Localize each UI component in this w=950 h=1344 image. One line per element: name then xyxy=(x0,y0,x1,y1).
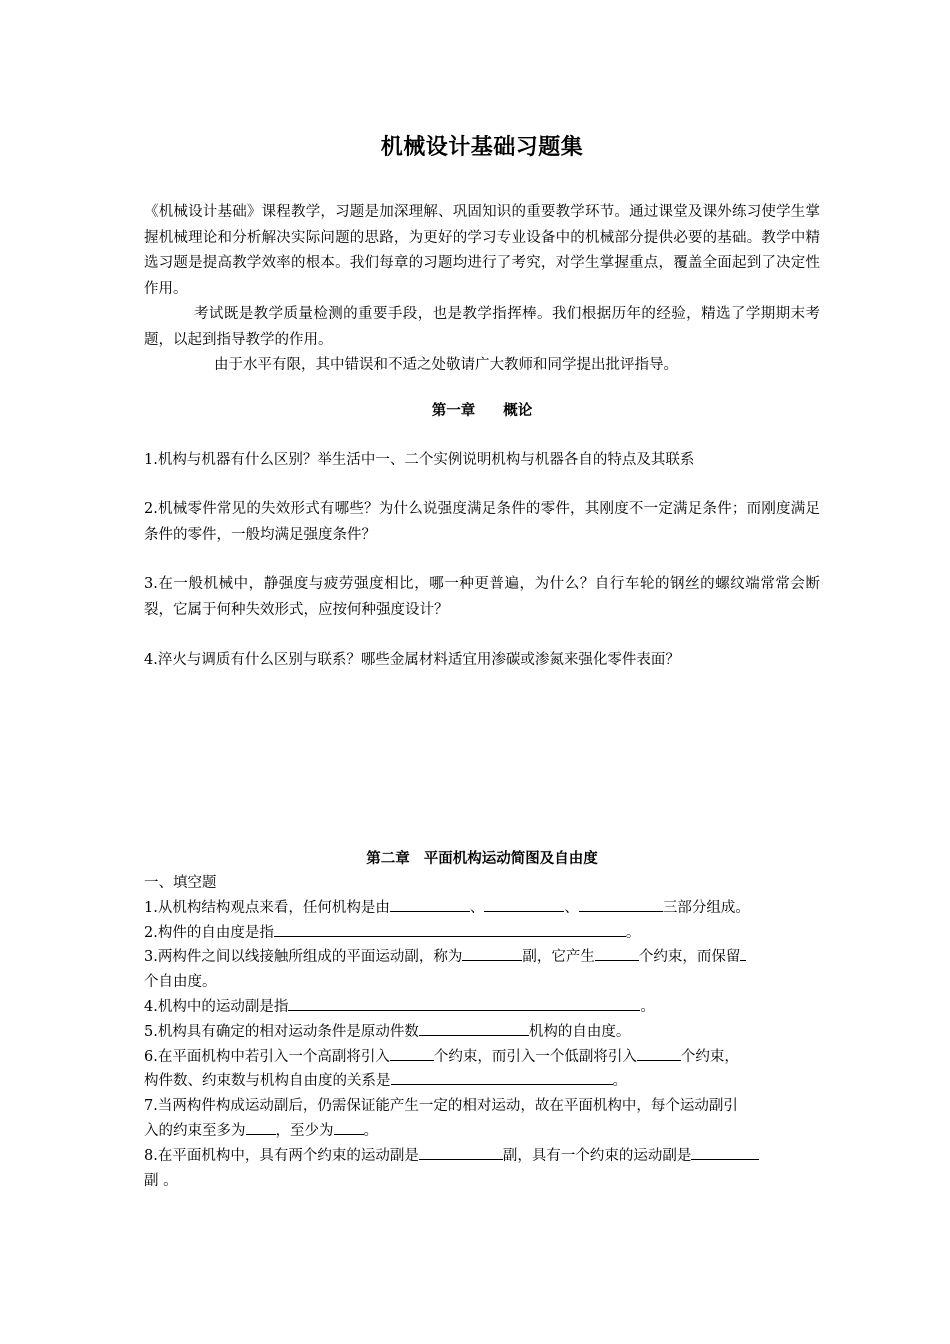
question-text: 个约束， xyxy=(680,1048,739,1065)
fill-question-8-line-2 xyxy=(144,1169,820,1194)
answer-blank[interactable] xyxy=(637,1046,681,1061)
answer-blank[interactable] xyxy=(740,946,746,961)
separator: 、 xyxy=(564,899,579,916)
question-text: 8.在平面机构中，具有两个约束的运动副是 xyxy=(144,1147,419,1164)
preface-paragraph-2: 考试既是教学质量检测的重要手段，也是教学指挥棒。我们根据历年的经验，精选了学期期末考题，以起到指导教学的作用。 xyxy=(144,306,820,348)
chapter-2-heading xyxy=(144,847,820,871)
fill-question-2 xyxy=(144,921,820,946)
question-text: 。 xyxy=(363,1122,378,1139)
fill-question-6-line-2 xyxy=(144,1069,820,1094)
fill-question-3-line-1 xyxy=(144,945,820,970)
answer-blank[interactable] xyxy=(691,1145,759,1160)
preface-paragraph-1: 《机械设计基础》课程教学，习题是加深理解、巩固知识的重要教学环节。通过课堂及课外练习使学生掌握机械理论和分析解决实际问题的思路，为更好的学习专业设备中的机械部分提供必要的基础。教学中精选习题是提高教学效率的根本。我们每章的习题均进行了考究，对学生掌握重点，覆盖全面起到了决定性作用。 xyxy=(144,204,820,297)
fill-question-5 xyxy=(144,1020,820,1045)
fill-question-7-line-1 xyxy=(144,1094,820,1119)
question-text: 构件数、约束数与机构自由度的关系是 xyxy=(144,1073,391,1090)
question-text: 副 。 xyxy=(144,1172,178,1189)
question-text: 。 xyxy=(612,1073,627,1090)
question-text: 副，具有一个约束的运动副是 xyxy=(502,1147,692,1164)
answer-blank[interactable] xyxy=(462,946,522,961)
question-text: 6.在平面机构中若引入一个高副将引入 xyxy=(144,1048,390,1065)
answer-blank[interactable] xyxy=(390,897,470,912)
chapter-2-name: 平面机构运动简图及自由度 xyxy=(423,851,598,867)
fill-question-6-line-1 xyxy=(144,1045,820,1070)
question-text: 5.机构具有确定的相对运动条件是原动件数 xyxy=(144,1023,419,1040)
answer-blank[interactable] xyxy=(274,922,626,937)
fill-question-4 xyxy=(144,995,820,1020)
answer-blank[interactable] xyxy=(419,1145,503,1160)
section-title: 一、填空题 xyxy=(144,875,217,891)
fill-question-7-line-2 xyxy=(144,1119,820,1144)
answer-blank[interactable] xyxy=(595,946,639,961)
chapter-1-question-2: 2.机械零件常见的失效形式有哪些？为什么说强度满足条件的零件，其刚度不一定满足条件；而刚度满足条件的零件，一般均满足强度条件？ xyxy=(144,501,820,543)
fill-in-blank-section xyxy=(144,871,820,1193)
chapter-2-label: 第二章 xyxy=(366,851,410,867)
question-text: 入的约束至多为 xyxy=(144,1122,246,1139)
preface xyxy=(144,200,820,379)
document-title: 机械设计基础习题集 xyxy=(380,135,584,160)
answer-blank[interactable] xyxy=(579,897,663,912)
answer-blank[interactable] xyxy=(419,1021,529,1036)
question-text: 。 xyxy=(640,998,655,1015)
fill-question-8-line-1 xyxy=(144,1144,820,1169)
chapter-1-question-4: 4.淬火与调质有什么区别与联系？哪些金属材料适宜用渗碳或渗氮来强化零件表面？ xyxy=(144,652,680,668)
question-text: 。 xyxy=(625,924,641,941)
question-text: 副，它产生 xyxy=(522,949,595,966)
chapter-1-question-1: 1.机构与机器有什么区别？举生活中一、二个实例说明机构与机器各自的特点及其联系 xyxy=(144,452,695,468)
answer-blank[interactable] xyxy=(484,897,564,912)
question-text: 个约束，而引入一个低副将引入 xyxy=(433,1048,637,1065)
chapter-1-name: 概论 xyxy=(503,403,533,419)
separator: 、 xyxy=(469,899,485,916)
answer-blank[interactable] xyxy=(391,1070,613,1085)
question-text: 机构的自由度。 xyxy=(528,1023,631,1040)
question-text: 个约束，而保留 xyxy=(638,949,741,966)
question-text: ，至少为 xyxy=(275,1122,334,1139)
question-text: 7.当两构件构成运动副后，仍需保证能产生一定的相对运动，故在平面机构中，每个运动副引 xyxy=(144,1098,738,1115)
question-text: 三部分组成。 xyxy=(662,899,750,916)
answer-blank[interactable] xyxy=(390,1046,434,1061)
question-text: 1.从机构结构观点来看，任何机构是由 xyxy=(144,899,390,916)
answer-blank[interactable] xyxy=(288,996,640,1011)
preface-paragraph-3: 由于水平有限，其中错误和不适之处敬请广大教师和同学提出批评指导。 xyxy=(214,357,678,373)
fill-question-3-line-2 xyxy=(144,970,820,995)
fill-question-1 xyxy=(144,896,820,921)
chapter-1-label: 第一章 xyxy=(431,403,476,419)
question-text: 3.两构件之间以线接触所组成的平面运动副，称为 xyxy=(144,949,463,966)
chapter-1-question-3: 3.在一般机械中，静强度与疲劳强度相比，哪一种更普遍，为什么？自行车轮的钢丝的螺纹端常常会断裂，它属于何种失效形式，应按何种强度设计？ xyxy=(144,576,820,618)
answer-blank[interactable] xyxy=(334,1120,364,1135)
question-text: 2.构件的自由度是指 xyxy=(144,924,274,941)
answer-blank[interactable] xyxy=(246,1120,276,1135)
question-text: 4.机构中的运动副是指 xyxy=(144,998,289,1015)
question-text: 个自由度。 xyxy=(144,974,217,991)
chapter-1-heading xyxy=(144,398,820,424)
